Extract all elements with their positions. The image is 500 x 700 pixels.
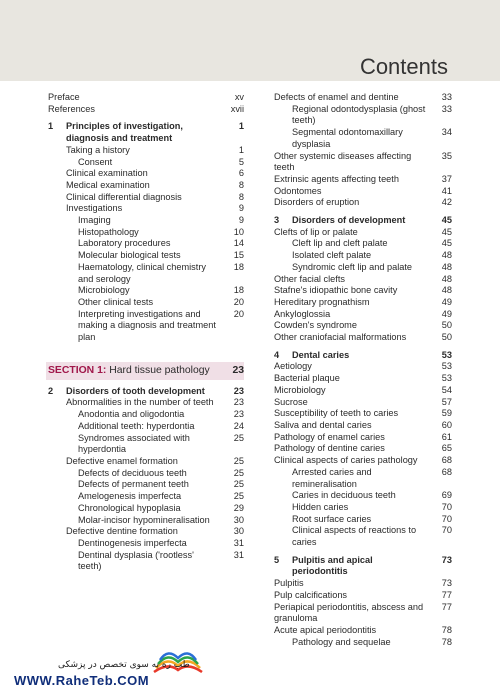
chapter-title: Principles of investigation, diagnosis and treatment <box>66 121 183 144</box>
toc-entry <box>274 151 452 174</box>
toc-entry <box>274 104 452 127</box>
chapter-row <box>274 215 452 227</box>
toc-entry-page: xv <box>234 92 244 102</box>
toc-entry-title: Root surface caries <box>292 513 372 524</box>
toc-entry <box>274 127 452 150</box>
toc-entry-title: Hidden caries <box>292 501 349 512</box>
chapter-number: 4 <box>274 349 280 360</box>
toc-entry-title: Investigations <box>66 203 123 214</box>
toc-entry <box>48 409 244 421</box>
chapter-number: 2 <box>48 385 54 396</box>
toc-entry <box>274 320 452 332</box>
toc-entry <box>48 192 244 204</box>
toc-entry-title: Pathology and sequelae <box>292 636 391 647</box>
toc-entry-page: 68 <box>441 455 452 466</box>
toc-entry-page: 25 <box>233 455 244 466</box>
toc-entry <box>274 332 452 344</box>
toc-entry <box>48 491 244 503</box>
toc-entry <box>48 433 244 456</box>
toc-entry <box>48 104 244 116</box>
chapter-title: Disorders of tooth development <box>66 385 205 396</box>
section-banner <box>46 362 244 380</box>
toc-entry-page: 77 <box>441 589 452 600</box>
toc-entry <box>48 297 244 309</box>
toc-entry-page: 53 <box>441 361 452 372</box>
toc-entry-page: 8 <box>238 179 244 190</box>
toc-entry-page: 45 <box>441 226 452 237</box>
toc-entry <box>48 92 244 104</box>
toc-entry <box>274 361 452 373</box>
toc-entry-page: 20 <box>233 308 244 319</box>
toc-entry-title: Susceptibility of teeth to caries <box>274 408 399 419</box>
toc-entry-title: Abnormalities in the number of teeth <box>66 397 214 408</box>
toc-entry <box>274 397 452 409</box>
toc-entry-page: 48 <box>441 285 452 296</box>
toc-entry <box>274 578 452 590</box>
toc-entry-page: 78 <box>441 624 452 635</box>
toc-entry-title: Syndromes associated with hyperdontia <box>78 432 190 455</box>
toc-entry-title: Molecular biological tests <box>78 250 181 261</box>
toc-entry-title: Anodontia and oligodontia <box>78 409 185 420</box>
toc-entry-title: Odontomes <box>274 185 322 196</box>
toc-entry-page: 6 <box>238 168 244 179</box>
toc-entry-title: Other systemic diseases affecting teeth <box>274 150 412 173</box>
toc-entry-page: 42 <box>441 197 452 208</box>
toc-entry-title: Defects of permanent teeth <box>78 479 189 490</box>
toc-entry-title: Clefts of lip or palate <box>274 226 358 237</box>
toc-entry <box>274 455 452 467</box>
toc-entry-page: 33 <box>441 92 452 102</box>
toc-entry-page: 9 <box>238 215 244 226</box>
toc-entry <box>48 227 244 239</box>
toc-entry-title: References <box>48 103 95 114</box>
toc-entry-page: 68 <box>441 466 452 477</box>
toc-entry-page: 14 <box>233 238 244 249</box>
section-label: SECTION 1: <box>48 364 107 376</box>
toc-entry-page: 70 <box>441 501 452 512</box>
toc-entry-page: 24 <box>233 420 244 431</box>
chapter-number: 1 <box>48 121 54 132</box>
toc-entry-title: Taking a history <box>66 144 130 155</box>
section-name: Hard tissue pathology <box>106 364 210 376</box>
toc-entry-title: Periapical periodontitis, abscess and granuloma <box>274 601 424 624</box>
chapter-page: 23 <box>233 385 244 396</box>
toc-entry-page: 77 <box>441 601 452 612</box>
toc-entry-title: Syndromic cleft lip and palate <box>292 261 413 272</box>
toc-entry-page: 30 <box>233 526 244 537</box>
toc-entry-page: 18 <box>233 261 244 272</box>
toc-entry-title: Regional odontodysplasia (ghost teeth) <box>292 103 426 126</box>
toc-entry-title: Defective enamel formation <box>66 455 178 466</box>
watermark-site-url: WWW.RaheTeb.COM <box>14 673 150 688</box>
toc-entry <box>48 285 244 297</box>
toc-entry-title: Other facial clefts <box>274 273 345 284</box>
toc-entry-page: 31 <box>233 549 244 560</box>
toc-entry-page: 57 <box>441 396 452 407</box>
toc-entry <box>274 502 452 514</box>
toc-entry-title: Defects of enamel and dentine <box>274 92 399 102</box>
toc-entry-title: Dentinal dysplasia ('rootless' teeth) <box>78 549 194 572</box>
toc-entry-title: Microbiology <box>274 384 326 395</box>
toc-entry <box>48 550 244 573</box>
toc-entry <box>274 408 452 420</box>
toc-entry-title: Acute apical periodontitis <box>274 624 377 635</box>
toc-entry-page: 49 <box>441 296 452 307</box>
toc-entry-title: Stafne's idiopathic bone cavity <box>274 285 398 296</box>
toc-entry-title: Dentinogenesis imperfecta <box>78 537 187 548</box>
chapter-page: 1 <box>238 121 244 132</box>
toc-entry-page: 29 <box>233 502 244 513</box>
toc-entry-title: Amelogenesis imperfecta <box>78 491 182 502</box>
toc-entry-page: 15 <box>233 250 244 261</box>
section-page: 23 <box>232 364 244 376</box>
toc-entry <box>274 373 452 385</box>
toc-entry <box>48 538 244 550</box>
toc-entry <box>274 250 452 262</box>
toc-entry <box>48 309 244 344</box>
toc-entry-title: Cowden's syndrome <box>274 320 357 331</box>
toc-entry-page: 25 <box>233 491 244 502</box>
toc-entry-page: 73 <box>441 578 452 589</box>
toc-entry-title: Clinical aspects of caries pathology <box>274 455 418 466</box>
toc-entry-title: Extrinsic agents affecting teeth <box>274 173 399 184</box>
toc-entry <box>274 309 452 321</box>
watermark-logo <box>0 638 500 700</box>
toc-entry <box>48 238 244 250</box>
toc-left-column <box>48 92 244 573</box>
chapter-number: 3 <box>274 215 280 226</box>
toc-entry-title: Clinical aspects of reactions to caries <box>292 525 417 548</box>
toc-entry-page: 50 <box>441 320 452 331</box>
toc-entry <box>274 174 452 186</box>
toc-entry-title: Haematology, clinical chemistry and serology <box>78 261 206 284</box>
toc-entry-page: 23 <box>233 397 244 408</box>
toc-entry-page: 48 <box>441 250 452 261</box>
toc-entry <box>274 285 452 297</box>
toc-entry-page: 5 <box>238 156 244 167</box>
toc-entry-title: Pathology of enamel caries <box>274 431 385 442</box>
toc-entry-title: Isolated cleft palate <box>292 250 372 261</box>
toc-entry-page: 34 <box>441 127 452 138</box>
toc-entry-title: Chronological hypoplasia <box>78 502 181 513</box>
chapter-page: 45 <box>441 215 452 226</box>
toc-entry-title: Other craniofacial malformations <box>274 332 407 343</box>
page-header <box>0 0 500 81</box>
toc-entry-page: 33 <box>441 103 452 114</box>
toc-entry <box>274 467 452 490</box>
toc-entry <box>48 215 244 227</box>
toc-entry-title: Disorders of eruption <box>274 197 360 208</box>
toc-right-column <box>274 92 452 648</box>
chapter-title: Disorders of development <box>292 215 406 226</box>
toc-entry-title: Aetiology <box>274 361 312 372</box>
toc-entry-title: Pulp calcifications <box>274 589 348 600</box>
toc-entry <box>274 274 452 286</box>
toc-entry-page: 65 <box>441 443 452 454</box>
toc-entry <box>274 514 452 526</box>
toc-entry <box>274 432 452 444</box>
toc-entry-page: 60 <box>441 419 452 430</box>
toc-entry-page: 20 <box>233 296 244 307</box>
toc-entry <box>274 197 452 209</box>
chapter-row <box>274 350 452 362</box>
toc-entry-title: Hereditary prognathism <box>274 296 370 307</box>
toc-entry <box>274 625 452 637</box>
toc-entry-title: Clinical differential diagnosis <box>66 191 182 202</box>
toc-entry-title: Pathology of dentine caries <box>274 443 385 454</box>
toc-entry-page: 8 <box>238 191 244 202</box>
toc-entry-title: Ankyloglossia <box>274 308 331 319</box>
toc-entry <box>48 157 244 169</box>
toc-entry <box>48 456 244 468</box>
toc-entry-page: 1 <box>238 144 244 155</box>
toc-entry-page: 54 <box>441 384 452 395</box>
toc-entry-page: 41 <box>441 185 452 196</box>
toc-entry-page: 9 <box>238 203 244 214</box>
toc-entry-page: 31 <box>233 537 244 548</box>
chapter-number: 5 <box>274 554 280 565</box>
toc-entry-title: Saliva and dental caries <box>274 419 372 430</box>
toc-entry-page: 59 <box>441 408 452 419</box>
toc-entry <box>48 262 244 285</box>
toc-entry-title: Other clinical tests <box>78 296 154 307</box>
toc-entry-page: 53 <box>441 373 452 384</box>
toc-entry-page: 23 <box>233 409 244 420</box>
toc-entry <box>48 526 244 538</box>
toc-entry-title: Laboratory procedures <box>78 238 171 249</box>
toc-entry-page: 61 <box>441 431 452 442</box>
toc-entry-title: Additional teeth: hyperdontia <box>78 420 195 431</box>
toc-entry <box>48 515 244 527</box>
toc-entry <box>48 203 244 215</box>
toc-entry-page: 78 <box>441 636 452 647</box>
page-title: Contents <box>359 54 448 79</box>
toc-entry-title: Defects of deciduous teeth <box>78 467 187 478</box>
toc-entry-title: Molar-incisor hypomineralisation <box>78 514 210 525</box>
toc-entry <box>274 420 452 432</box>
toc-entry <box>274 525 452 548</box>
toc-entry-title: Sucrose <box>274 396 308 407</box>
toc-entry-page: xvii <box>230 103 244 114</box>
toc-entry <box>48 397 244 409</box>
toc-entry-page: 70 <box>441 525 452 536</box>
toc-entry <box>274 186 452 198</box>
chapter-row <box>48 121 244 144</box>
toc-entry-page: 49 <box>441 308 452 319</box>
toc-entry-title: Microbiology <box>78 285 130 296</box>
toc-entry-page: 25 <box>233 432 244 443</box>
toc-entry-title: Medical examination <box>66 179 150 190</box>
toc-entry-page: 30 <box>233 514 244 525</box>
toc-entry-page: 45 <box>441 238 452 249</box>
toc-entry-page: 18 <box>233 285 244 296</box>
toc-entry-title: Imaging <box>78 215 111 226</box>
toc-entry <box>274 262 452 274</box>
toc-entry <box>48 479 244 491</box>
toc-entry-page: 48 <box>441 273 452 284</box>
chapter-title: Pulpitis and apical periodontitis <box>292 554 373 577</box>
toc-entry <box>48 145 244 157</box>
toc-entry <box>48 180 244 192</box>
toc-entry <box>274 385 452 397</box>
toc-entry-title: Interpreting investigations and making a diagnosis and treatment plan <box>78 308 216 343</box>
toc-entry <box>48 421 244 433</box>
toc-entry-page: 37 <box>441 173 452 184</box>
toc-entry <box>274 227 452 239</box>
toc-entry <box>274 602 452 625</box>
toc-entry-title: Cleft lip and cleft palate <box>292 238 388 249</box>
toc-entry-title: Histopathology <box>78 226 139 237</box>
toc-entry <box>274 297 452 309</box>
toc-entry-title: Bacterial plaque <box>274 373 340 384</box>
section-title <box>48 365 218 377</box>
toc-entry-title: Defective dentine formation <box>66 526 178 537</box>
chapter-page: 53 <box>441 349 452 360</box>
toc-entry-page: 35 <box>441 150 452 161</box>
chapter-page: 73 <box>441 554 452 565</box>
toc-entry-title: Pulpitis <box>274 578 304 589</box>
spacer <box>48 344 244 362</box>
toc-entry-page: 69 <box>441 490 452 501</box>
toc-entry-title: Caries in deciduous teeth <box>292 490 396 501</box>
watermark-persian-text: طب ره به سوی تخصص در پزشکی <box>58 660 190 670</box>
chapter-title: Dental caries <box>292 349 350 360</box>
toc-entry-title: Preface <box>48 92 80 102</box>
toc-entry-title: Segmental odontomaxillary dysplasia <box>292 127 403 149</box>
toc-entry-page: 25 <box>233 467 244 478</box>
toc-entry <box>274 490 452 502</box>
chapter-row <box>274 555 452 578</box>
toc-entry-title: Clinical examination <box>66 168 148 179</box>
chapter-row <box>48 386 244 398</box>
toc-entry <box>48 250 244 262</box>
toc-entry-page: 48 <box>441 261 452 272</box>
toc-entry-page: 10 <box>233 226 244 237</box>
toc-entry-page: 70 <box>441 513 452 524</box>
toc-entry <box>48 503 244 515</box>
toc-entry <box>274 92 452 104</box>
toc-entry <box>274 443 452 455</box>
toc-entry-title: Consent <box>78 156 113 167</box>
toc-entry <box>274 590 452 602</box>
toc-entry-page: 25 <box>233 479 244 490</box>
toc-entry-title: Arrested caries and remineralisation <box>292 466 372 489</box>
toc-entry-page: 50 <box>441 332 452 343</box>
toc-entry <box>48 168 244 180</box>
toc-entry <box>48 468 244 480</box>
toc-entry <box>274 238 452 250</box>
